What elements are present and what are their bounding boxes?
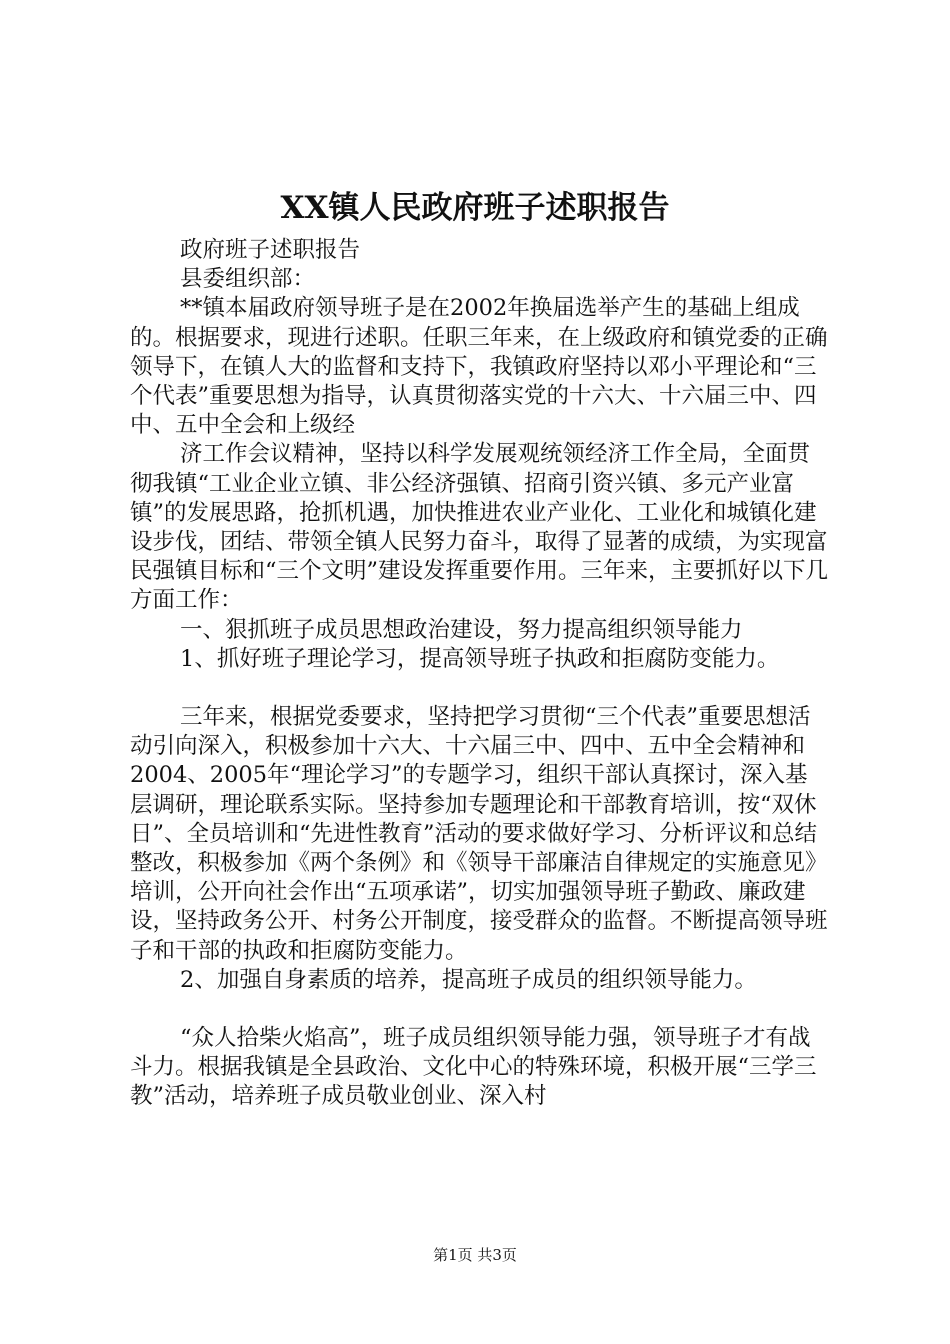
paragraph-intro: **镇本届政府领导班子是在2002年换届选举产生的基础上组成的。根据要求，现进行述职。任职三年来，在上级政府和镇党委的正确领导下，在镇人大的监督和支持下，我镇政府坚持以邓小平理论和“三个代表”重要思想为指导，认真贯彻落实党的十六大、十六届三中、四中、五中全会和上级经	[130, 295, 828, 439]
document-title: XX镇人民政府班子述职报告	[280, 190, 670, 226]
paragraph-intro-continued: 济工作会议精神，坚持以科学发展观统领经济工作全局，全面贯彻我镇“工业企业立镇、非公经济强镇、招商引资兴镇、多元产业富镇”的发展思路，抢抓机遇，加快推进农业产业化、工业化和城镇化建设步伐，团结、带领全镇人民努力奋斗，取得了显著的成绩，为实现富民强镇目标和“三个文明”建设发挥重要作用。三年来，主要抓好以下几方面工作：	[130, 441, 829, 614]
blank-line	[130, 995, 830, 1024]
page-footer: 第1页 共3页	[433, 1246, 517, 1264]
document-body	[130, 236, 830, 1112]
blank-line	[130, 674, 830, 703]
paragraph-subtitle: 政府班子述职报告	[180, 237, 361, 263]
paragraph-addressee: 县委组织部：	[180, 266, 316, 293]
subsection-heading-2: 2、加强自身素质的培养，提高班子成员的组织领导能力。	[180, 966, 757, 993]
subsection-heading-1: 1、抓好班子理论学习，提高领导班子执政和拒腐防变能力。	[180, 645, 780, 672]
paragraph-theory-study: 三年来，根据党委要求，坚持把学习贯彻“三个代表”重要思想活动引向深入，积极参加十六大、十六届三中、四中、五中全会精神和2004、2005年“理论学习”的专题学习，组织干部认真探讨，深入基层调研，理论联系实际。坚持参加专题理论和干部教育培训，按“双休日”、全员培训和“先进性教育”活动的要求做好学习、分析评议和总结整改，积极参加《两个条例》和《领导干部廉洁自律规定的实施意见》培训，公开向社会作出“五项承诺”，切实加强领导班子勤政、廉政建设，坚持政务公开、村务公开制度，接受群众的监督。不断提高领导班子和干部的执政和拒腐防变能力。	[130, 704, 828, 964]
paragraph-leadership: “众人拾柴火焰高”，班子成员组织领导能力强，领导班子才有战斗力。根据我镇是全县政治、文化中心的特殊环境，积极开展“三学三教”活动，培养班子成员敬业创业、深入村	[130, 1025, 817, 1110]
section-heading-1: 一、狠抓班子成员思想政治建设，努力提高组织领导能力	[180, 616, 743, 643]
